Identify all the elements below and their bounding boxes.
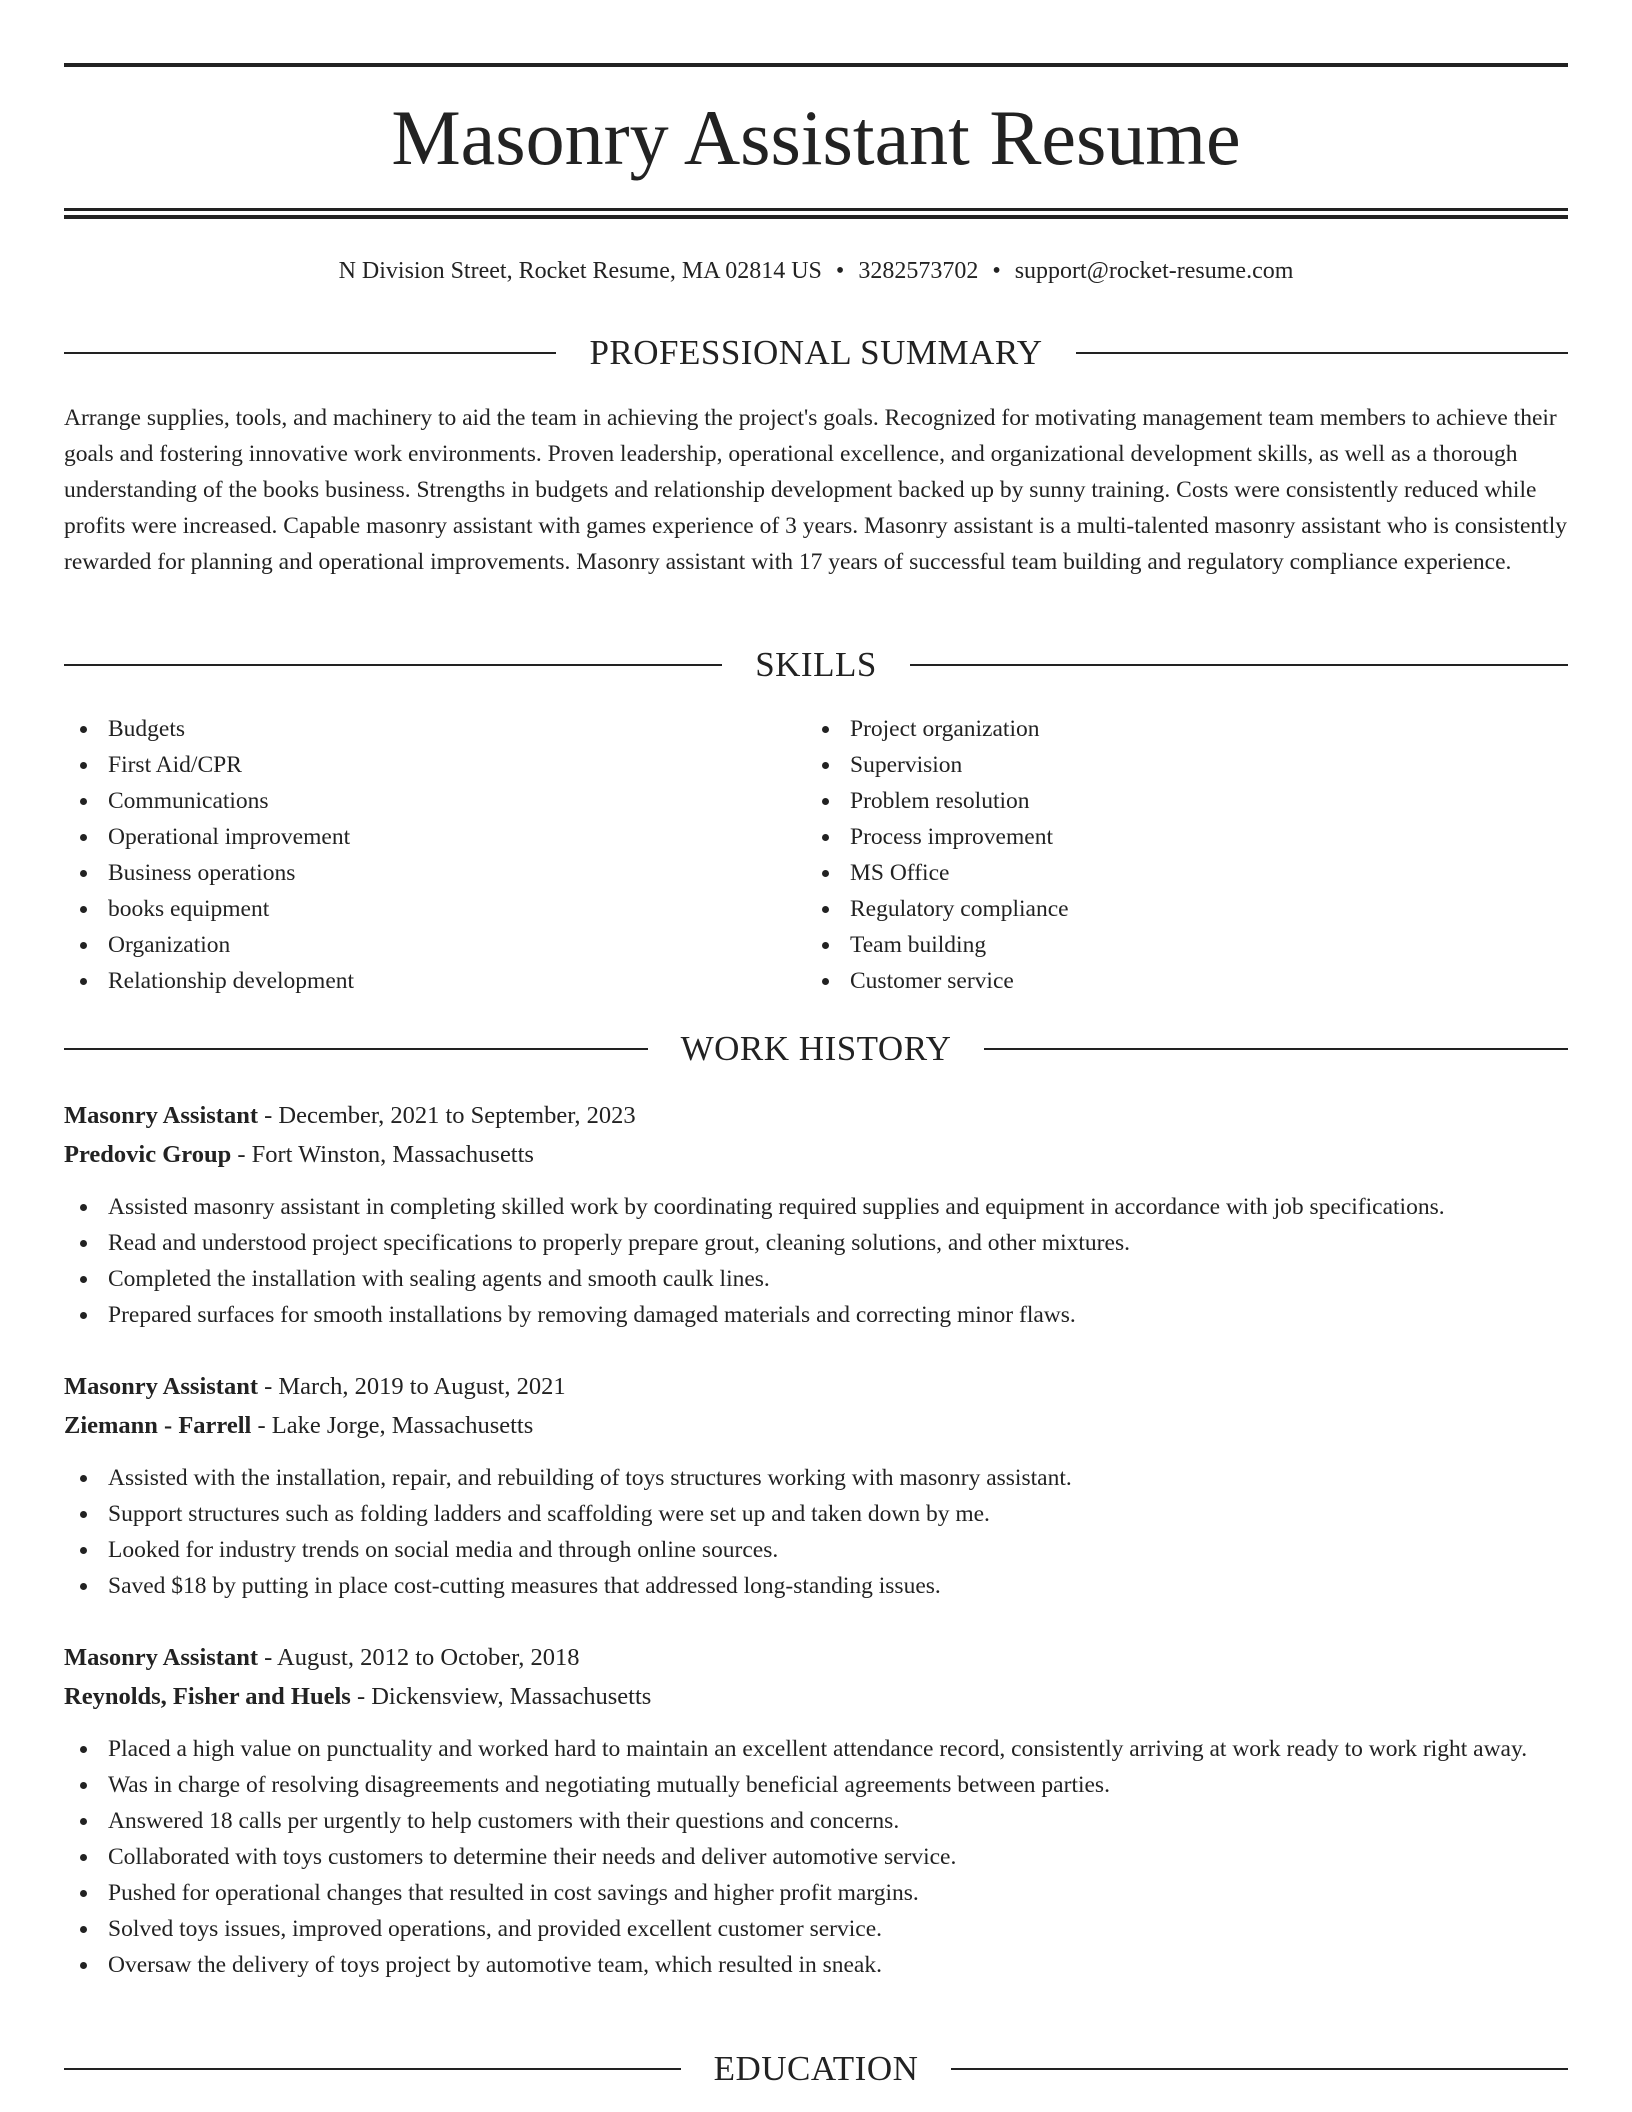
skill-item: First Aid/CPR [64, 747, 804, 783]
skill-item: Project organization [806, 711, 1546, 747]
summary-text: Arrange supplies, tools, and machinery to aid the team in achieving the project's goals. Recognized for motivating management team members to achieve their goals and fostering innovative work environments. Proven leadership, operational excellence, and organizational development skills, as well as a thorough understanding of the books business. Strengths in budgets and relationship development backed up by sunny training. Costs were consistently reduced while profits were increased. Capable masonry assistant with games experience of 3 years. Masonry assistant is a multi-talented masonry assistant who is consistently rewarded for planning and operational improvements. Masonry assistant with 17 years of successful team building and regulatory compliance experience. [64, 405, 1567, 575]
contact-address: N Division Street, Rocket Resume, MA 02814 US [338, 258, 822, 284]
title-rule-upper [64, 208, 1568, 211]
heading-rule [984, 1048, 1568, 1050]
job-bullet: Pushed for operational changes that resulted in cost savings and higher profit margins. [64, 1875, 1568, 1911]
job-location: - Lake Jorge, Massachusetts [251, 1412, 534, 1439]
job-bullet: Read and understood project specifications to properly prepare grout, cleaning solutions, and other mixtures. [64, 1225, 1568, 1261]
job-title: Masonry Assistant [64, 1644, 258, 1671]
job-bullets [64, 1460, 1568, 1604]
contact-email: support@rocket-resume.com [1014, 258, 1294, 284]
page-title: Masonry Assistant Resume [391, 94, 1241, 181]
contact-separator: • [835, 258, 845, 284]
job-title-line [64, 1096, 1568, 1135]
contact-phone: 3282573702 [858, 258, 979, 284]
job-company: Ziemann - Farrell [64, 1412, 252, 1439]
job-title-line [64, 1367, 1568, 1406]
skill-item: Process improvement [806, 819, 1546, 855]
heading-rule [64, 1048, 648, 1050]
section-heading-work-history [64, 1027, 1568, 1071]
job-bullet: Assisted masonry assistant in completing skilled work by coordinating required supplies and equipment in accordance with job specifications. [64, 1189, 1568, 1225]
job-dates: - August, 2012 to October, 2018 [257, 1644, 580, 1671]
title-rule-lower [64, 215, 1568, 219]
job-bullet: Support structures such as folding ladders and scaffolding were set up and taken down by me. [64, 1496, 1568, 1532]
job-bullet: Solved toys issues, improved operations, and provided excellent customer service. [64, 1911, 1568, 1947]
job-company: Reynolds, Fisher and Huels [64, 1683, 351, 1710]
job-bullet: Answered 18 calls per urgently to help customers with their questions and concerns. [64, 1803, 1568, 1839]
job-bullet: Assisted with the installation, repair, and rebuilding of toys structures working with masonry assistant. [64, 1460, 1568, 1496]
job-bullets [64, 1731, 1568, 1983]
job-company: Predovic Group [64, 1141, 232, 1168]
job-dates: - March, 2019 to August, 2021 [257, 1373, 566, 1400]
skill-item: Operational improvement [64, 819, 804, 855]
skill-item: Relationship development [64, 963, 804, 999]
job-location: - Fort Winston, Massachusetts [231, 1141, 534, 1168]
job-company-line [64, 1135, 1568, 1174]
skill-item: Problem resolution [806, 783, 1546, 819]
skill-item: Budgets [64, 711, 804, 747]
job-title: Masonry Assistant [64, 1373, 258, 1400]
skill-item: Business operations [64, 855, 804, 891]
skill-item: Communications [64, 783, 804, 819]
skill-item: Organization [64, 927, 804, 963]
section-title: WORK HISTORY [680, 1029, 952, 1068]
job-title: Masonry Assistant [64, 1102, 258, 1129]
skills-column-right [806, 711, 1546, 999]
section-heading-summary [64, 331, 1568, 375]
job-location: - Dickensview, Massachusetts [350, 1683, 652, 1710]
heading-rule [64, 352, 556, 354]
heading-rule [951, 2068, 1568, 2070]
heading-rule [64, 2068, 681, 2070]
contact-separator: • [992, 258, 1001, 284]
job-company-line [64, 1677, 1568, 1716]
skill-item: Regulatory compliance [806, 891, 1546, 927]
job-company-line [64, 1406, 1568, 1445]
job-bullet: Completed the installation with sealing agents and smooth caulk lines. [64, 1261, 1568, 1297]
job-entry [64, 1367, 1568, 1604]
heading-rule [910, 664, 1568, 666]
heading-rule [64, 664, 722, 666]
job-bullets [64, 1189, 1568, 1333]
skills-column-left [64, 711, 804, 999]
job-bullet: Prepared surfaces for smooth installations by removing damaged materials and correcting minor flaws. [64, 1297, 1568, 1333]
job-dates: - December, 2021 to September, 2023 [257, 1102, 636, 1129]
job-bullet: Collaborated with toys customers to determine their needs and deliver automotive service. [64, 1839, 1568, 1875]
job-bullet: Was in charge of resolving disagreements and negotiating mutually beneficial agreements between parties. [64, 1767, 1568, 1803]
job-entry [64, 1096, 1568, 1333]
section-heading-skills [64, 643, 1568, 687]
top-rule [64, 63, 1568, 67]
skill-item: books equipment [64, 891, 804, 927]
job-bullet: Placed a high value on punctuality and worked hard to maintain an excellent attendance record, consistently arriving at work ready to work right away. [64, 1731, 1568, 1767]
heading-rule [1076, 352, 1568, 354]
skills-list-right [806, 711, 1546, 999]
section-title: EDUCATION [713, 2049, 919, 2088]
job-bullet: Oversaw the delivery of toys project by automotive team, which resulted in sneak. [64, 1947, 1568, 1983]
section-title: PROFESSIONAL SUMMARY [589, 333, 1043, 372]
job-bullet: Saved $18 by putting in place cost-cutting measures that addressed long-standing issues. [64, 1568, 1568, 1604]
job-entry [64, 1638, 1568, 1983]
job-bullet: Looked for industry trends on social media and through online sources. [64, 1532, 1568, 1568]
section-heading-education [64, 2047, 1568, 2091]
job-title-line [64, 1638, 1568, 1677]
skill-item: MS Office [806, 855, 1546, 891]
section-title: SKILLS [755, 645, 877, 684]
skill-item: Supervision [806, 747, 1546, 783]
skill-item: Team building [806, 927, 1546, 963]
skill-item: Customer service [806, 963, 1546, 999]
contact-line [64, 254, 1568, 288]
skills-list-left [64, 711, 804, 999]
